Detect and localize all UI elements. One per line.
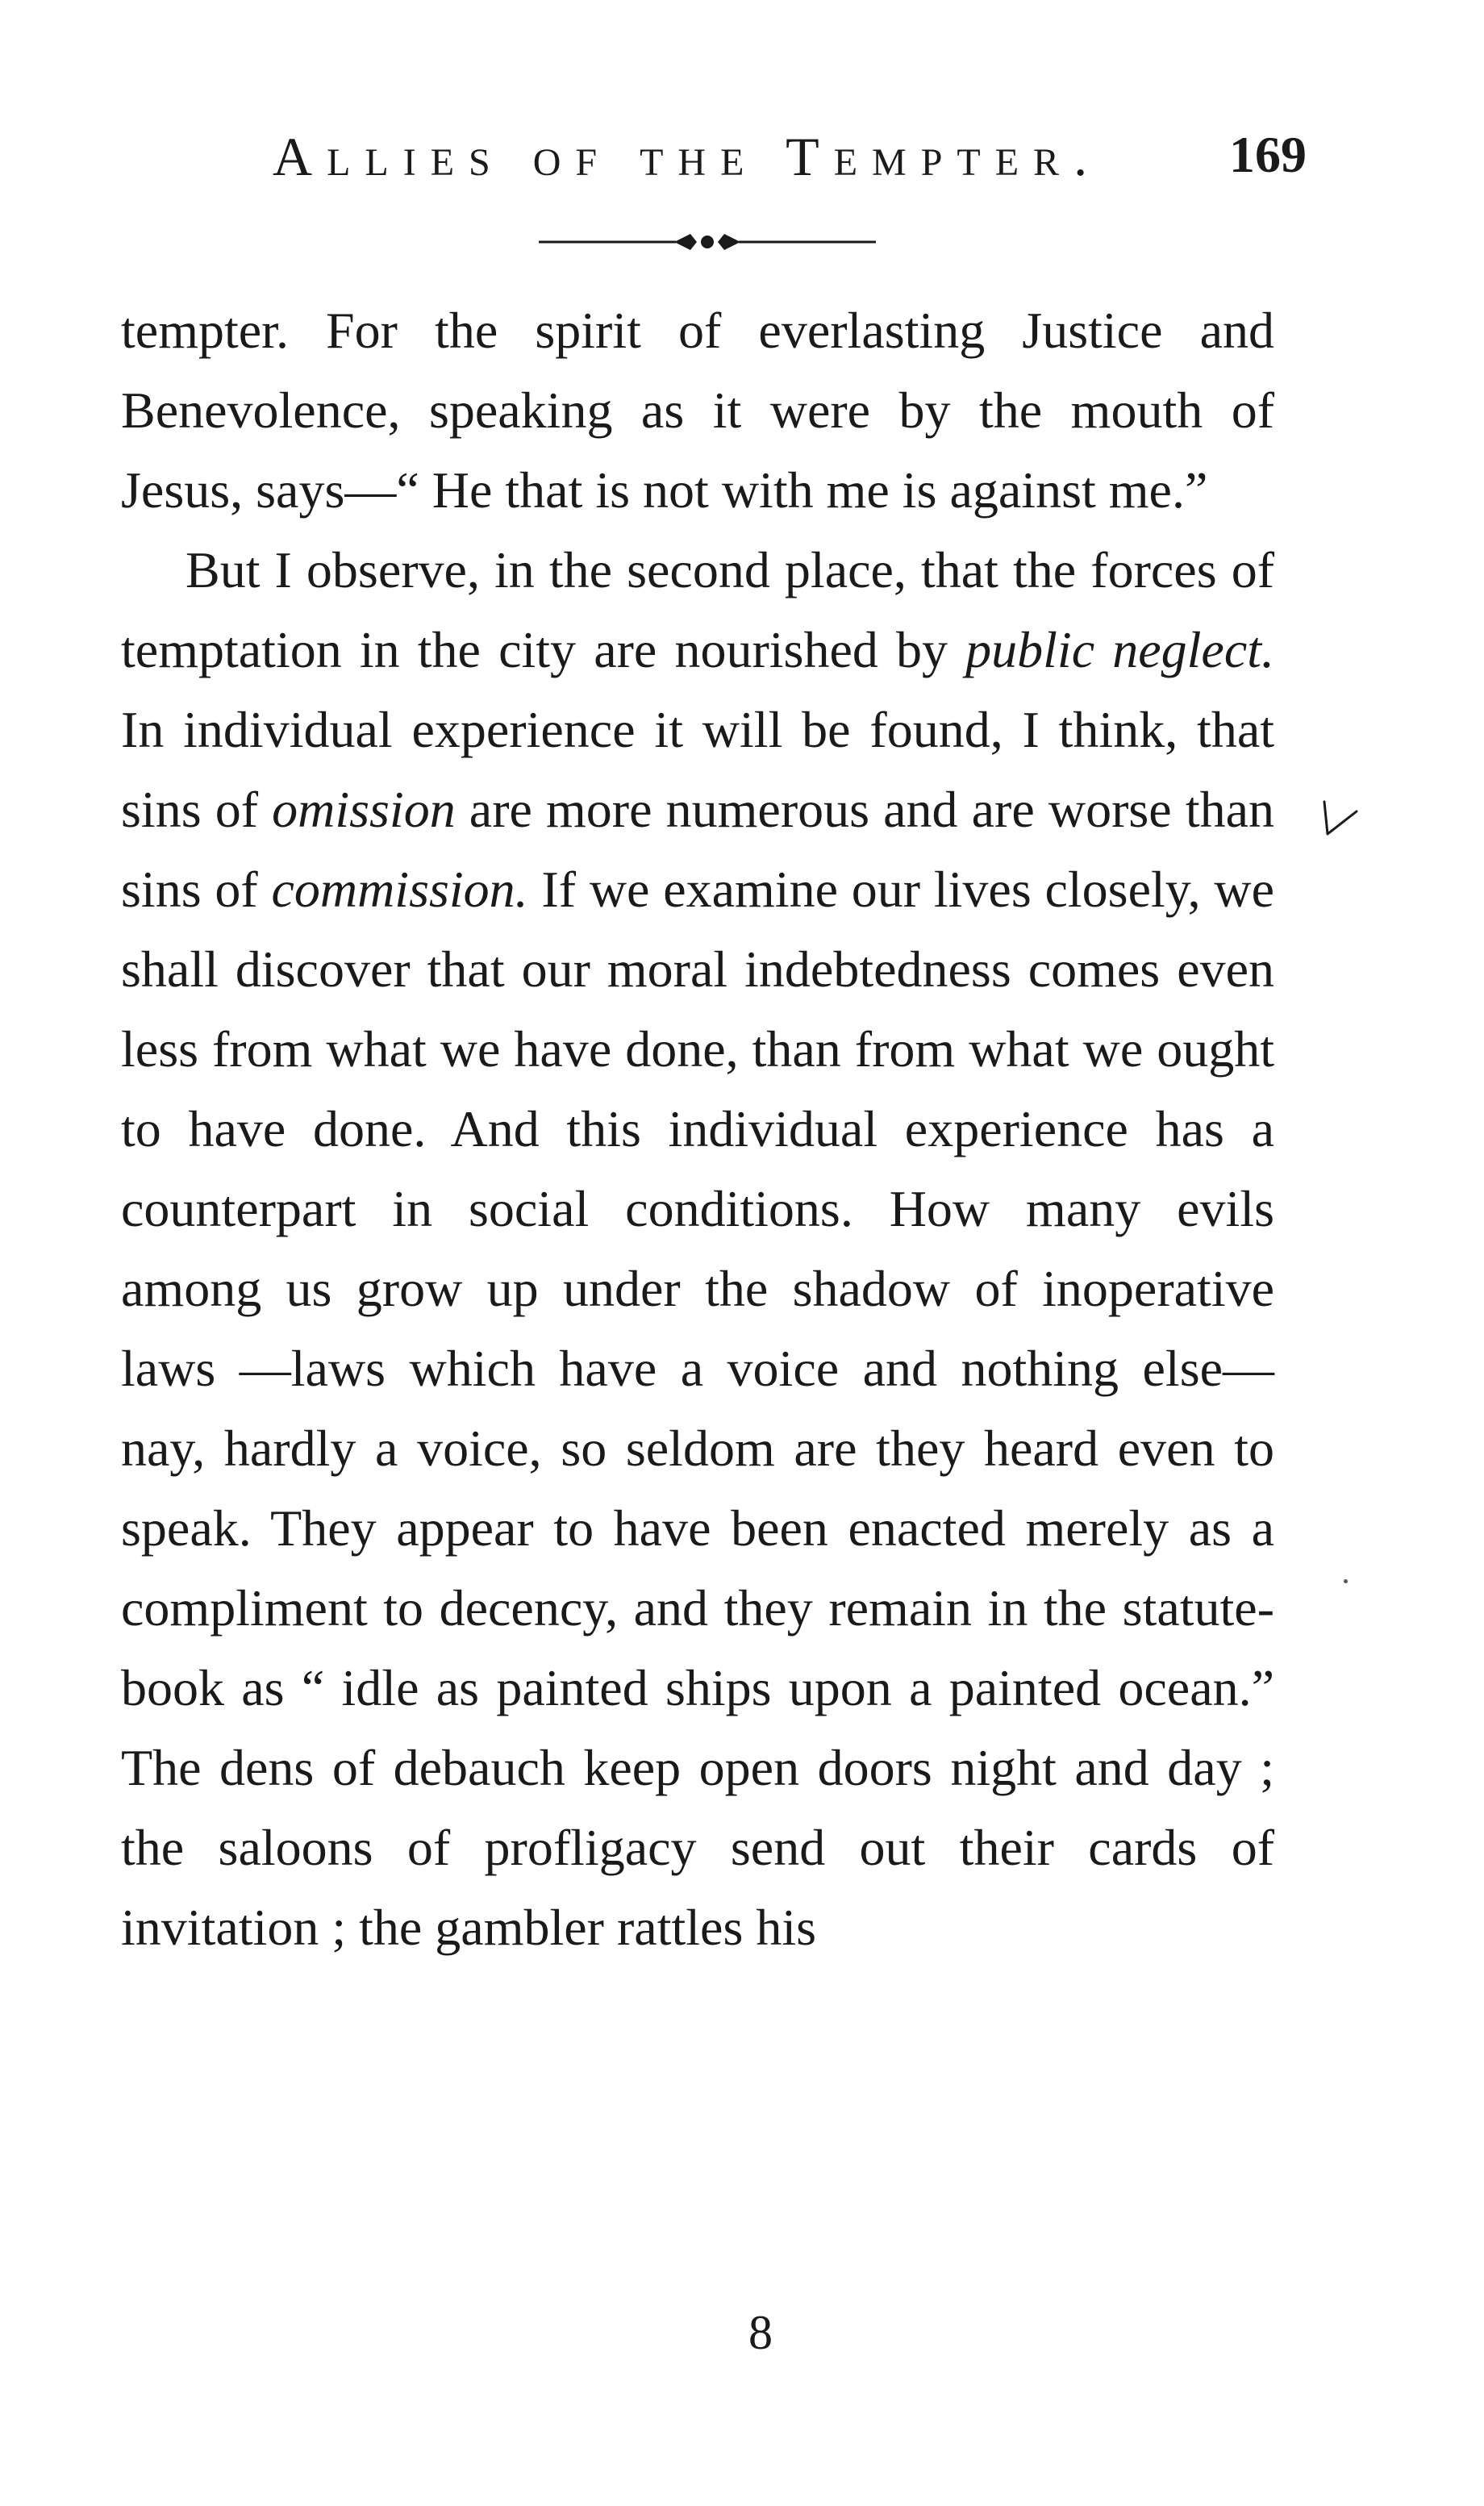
text-run: But I observe, in the second place, that the forces of temptation in the city are nourished by xyxy=(121,541,1274,678)
page-number: 169 xyxy=(1229,126,1307,183)
emphasis-commission: commission. xyxy=(271,861,528,918)
paragraph-public-neglect xyxy=(121,530,1274,1967)
emphasis-omission: omission xyxy=(272,781,456,838)
body-text xyxy=(121,290,1274,1967)
stray-mark xyxy=(1344,1579,1348,1583)
text-run: are more numerous and are worse than sins of xyxy=(121,781,1275,918)
text-run: In individual experience it will be found, I think, that sins of xyxy=(121,701,1274,838)
running-title: Allies of the Tempter. xyxy=(273,126,1103,187)
text-run: If we examine our lives closely, we shall discover that our moral indebtedness comes even less from what we have done, than from what we ought to have done. And this individual experience has a counterpart in social conditions. How many evils among us grow up under the shadow of inoperative laws —laws which have a voice and nothing else— nay, hardly a voice, so seldom are they heard even to speak. They appear to have been enacted merely as a compliment to decency, and they remain in the statute-book as “ idle as painted ships upon a painted ocean.” The dens of debauch keep open doors night and day ; the saloons of profligacy send out their cards of invitation ; the gambler rattles his xyxy=(121,861,1275,1956)
margin-check-mark-icon xyxy=(1316,794,1365,842)
ornament-rule xyxy=(539,226,876,258)
running-head xyxy=(242,125,1307,198)
paragraph-continued: tempter. For the spirit of everlasting Justice and Benevolence, speaking as it were by the mouth of Jesus, says—“ He that is not with me is against me.” xyxy=(121,302,1274,519)
emphasis-public-neglect: public neglect. xyxy=(965,621,1275,678)
signature-mark: 8 xyxy=(748,2306,773,2359)
